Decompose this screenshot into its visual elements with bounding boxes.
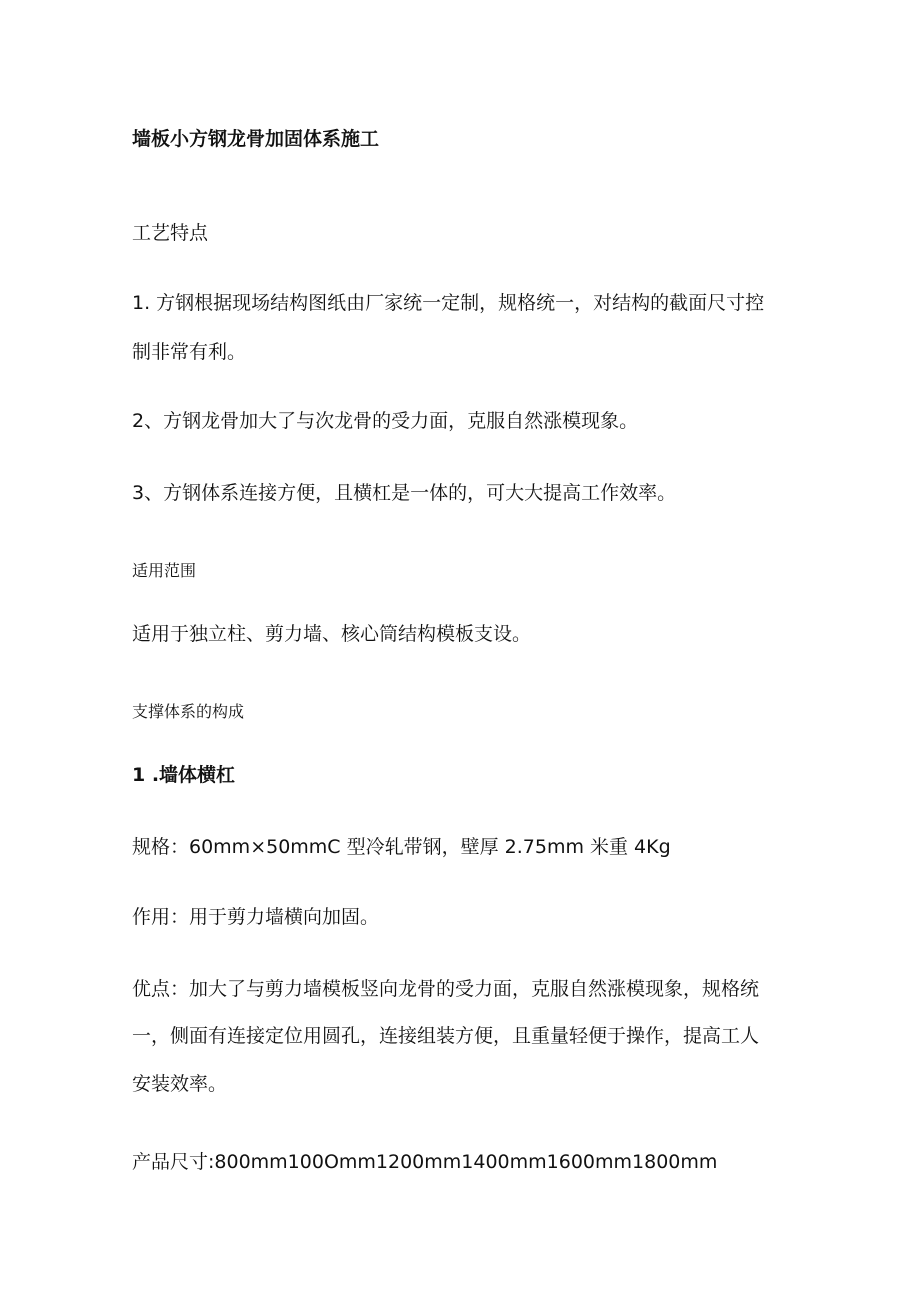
advantages-line-1: 优点：加大了与剪力墙模板竖向龙骨的受力面，克服自然涨模现象，规格统 (132, 978, 760, 1000)
scope-paragraph: 适用于独立柱、剪力墙、核心筒结构模板支设。 (132, 623, 532, 645)
section-heading-scope: 适用范围 (132, 561, 197, 580)
subsection-title-wall-crossbar: 1 .墙体横杠 (132, 764, 236, 786)
list-item-2: 2、方钢龙骨加大了与次龙骨的受力面，克服自然涨模现象。 (132, 410, 639, 432)
document-title: 墙板小方钢龙骨加固体系施工 (132, 128, 380, 150)
product-size-paragraph: 产品尺寸:800mm100Omm1200mm1400mm1600mm1800mm (132, 1151, 718, 1173)
list-item-1-line-1: 1. 方钢根据现场结构图纸由厂家统一定制，规格统一，对结构的截面尺寸控 (132, 292, 765, 314)
advantages-line-3: 安装效率。 (132, 1073, 228, 1095)
advantages-line-2: 一，侧面有连接定位用圆孔，连接组装方便，且重量轻便于操作，提高工人 (132, 1025, 760, 1047)
spec-paragraph: 规格：60mm×50mmC 型冷轧带钢，壁厚 2.75mm 米重 4Kg (132, 836, 671, 858)
section-heading-process: 工艺特点 (132, 222, 209, 244)
section-heading-composition: 支撑体系的构成 (132, 702, 245, 721)
function-paragraph: 作用：用于剪力墙横向加固。 (132, 906, 380, 928)
list-item-1-line-2: 制非常有利。 (132, 341, 247, 363)
list-item-3: 3、方钢体系连接方便，且横杠是一体的，可大大提高工作效率。 (132, 482, 677, 504)
